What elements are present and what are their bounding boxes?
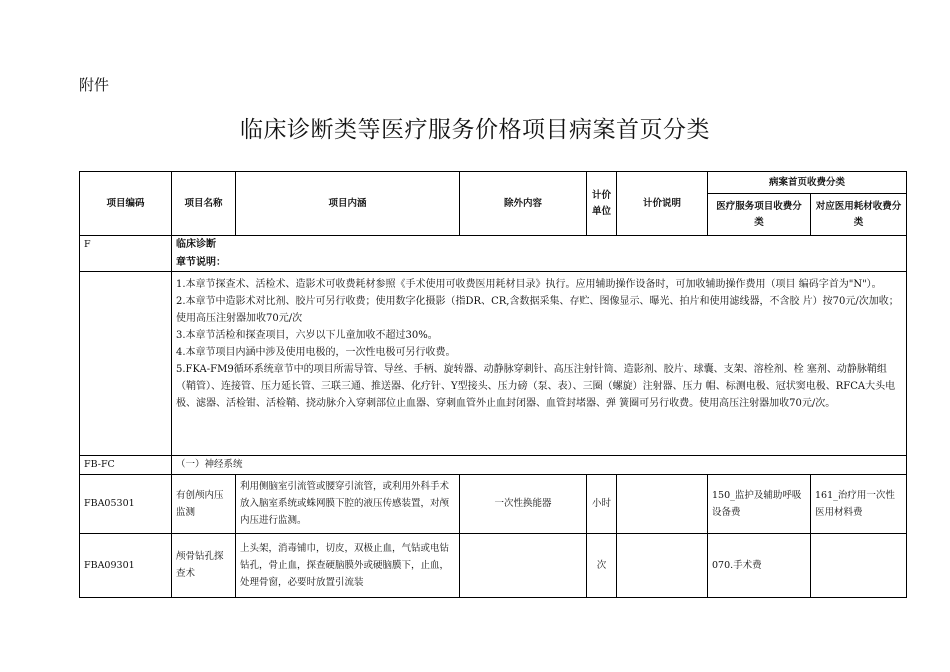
- section-code: F: [80, 236, 172, 254]
- header-excluded: 除外内容: [460, 172, 587, 236]
- subsection-name: （一）神经系统: [172, 455, 907, 474]
- header-row: [80, 172, 907, 194]
- table-row: [80, 474, 907, 533]
- item-consumable-category: [811, 533, 907, 597]
- header-name: 项目名称: [172, 172, 236, 236]
- item-unit: 次: [587, 533, 617, 597]
- note-3: 3.本章节活检和探查项目，六岁以下儿童加收不超过30%。: [176, 329, 438, 341]
- item-code: FBA05301: [80, 474, 172, 533]
- page-title: 临床诊断类等医疗服务价格项目病案首页分类: [240, 117, 710, 143]
- item-pricing-note: [617, 533, 708, 597]
- table-row: [80, 533, 907, 597]
- item-content: 利用侧脑室引流管或腰穿引流管，或利用外科手术放入脑室系统或蛛网膜下腔的液压传感装置，对颅内压进行监测。: [236, 474, 460, 533]
- header-group: 病案首页收费分类: [708, 172, 907, 194]
- subsection-row: [80, 455, 907, 474]
- note-2: 2.本章节中造影术对比剂、胶片可另行收费；使用数字化摄影（指DR、CR,含数据采集、存贮、图像显示、曝光、拍片和使用滤线器，不含胶 片）按70元/次加收；使用高压注射器加收70元/次: [176, 295, 899, 324]
- notes-row: [80, 271, 907, 455]
- note-4: 4.本章节项目内涵中涉及使用电极的，一次性电极可另行收费。: [176, 346, 456, 358]
- attachment-label: 附件: [79, 76, 110, 94]
- item-consumable-category: 161_治疗用一次性医用材料费: [811, 474, 907, 533]
- section-name: 临床诊断: [172, 236, 907, 254]
- item-name: 有创颅内压 监测: [172, 474, 236, 533]
- header-content: 项目内涵: [236, 172, 460, 236]
- header-pricing-note: 计价说明: [617, 172, 708, 236]
- item-code: FBA09301: [80, 533, 172, 597]
- item-content: 上头架，消毒铺巾，切皮，双极止血，气钻或电钻钻孔，骨止血，探查硬脑膜外或硬脑膜下，止血，处理骨窗，必要时放置引流装: [236, 533, 460, 597]
- header-med-service: 医疗服务项目收费分类: [708, 194, 811, 236]
- item-med-service-category: 150_监护及辅助呼吸设备费: [708, 474, 811, 533]
- chapter-label-row: [80, 254, 907, 272]
- chapter-label: 章节说明：: [172, 254, 907, 272]
- item-med-service-category: 070.手术费: [708, 533, 811, 597]
- header-code: 项目编码: [80, 172, 172, 236]
- chapter-notes: [172, 271, 907, 455]
- item-excluded: 一次性换能器: [460, 474, 587, 533]
- section-row: [80, 236, 907, 254]
- header-unit: 计价单位: [587, 172, 617, 236]
- item-name: 颅骨钻孔探 查术: [172, 533, 236, 597]
- pricing-table: [79, 171, 907, 598]
- note-5: 5.FKA-FM9循环系统章节中的项目所需导管、导丝、手柄、旋转器、动静脉穿刺针、高压注射针筒、造影剂、胶片、球囊、支架、溶栓剂、栓 塞剂、动静脉鞘组（鞘管）、连接管、压力延长管、三联三通、推送器、化疗针、Y型接头、压力磅（泵、表）、三圈（螺旋）注射器、压力 帽、标测电极、冠状窦电极、RFCA大头电极、滤器、活检钳、活检鞘、挠动脉介入穿刺部位止血器、穿刺血管外止血封闭器、血管封堵器、弹 簧圈可另行收费。使用高压注射器加收70元/次。: [176, 363, 896, 409]
- item-pricing-note: [617, 474, 708, 533]
- item-excluded: [460, 533, 587, 597]
- note-1: 1.本章节探查术、活检术、造影术可收费耗材参照《手术使用可收费医用耗材目录》执行。应用辅助操作设备时，可加收辅助操作费用（项目 编码字首为"N"）。: [176, 278, 882, 290]
- item-unit: 小时: [587, 474, 617, 533]
- header-consumable: 对应医用耗材收费分类: [811, 194, 907, 236]
- subsection-code: FB-FC: [80, 455, 172, 474]
